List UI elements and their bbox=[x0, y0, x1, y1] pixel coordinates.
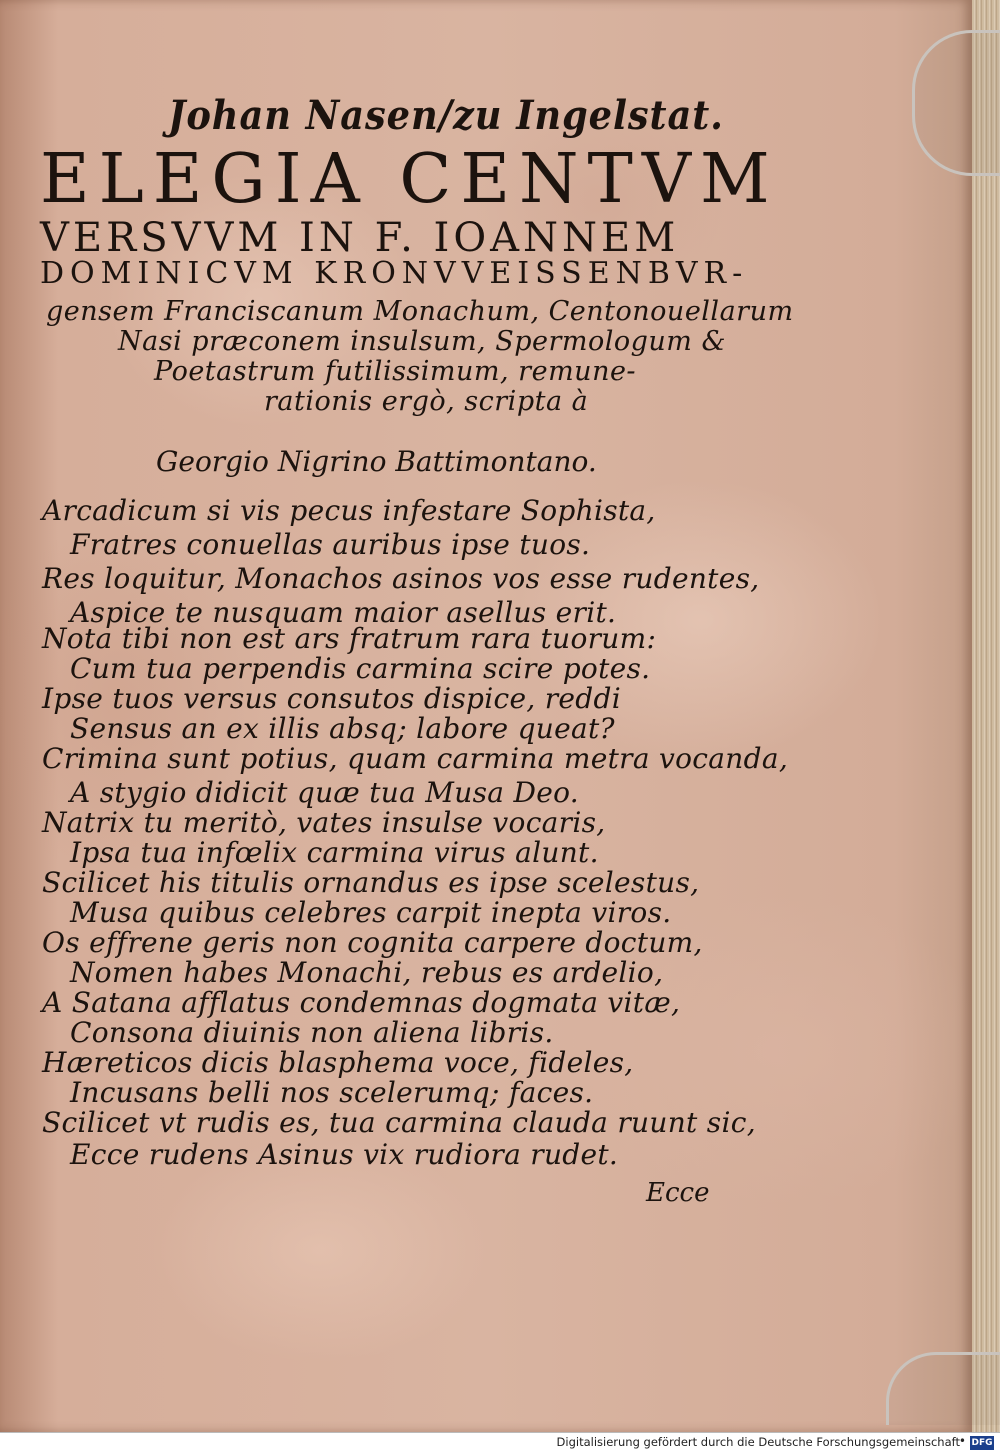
subtitle-line-5: Poetastrum futilissimum, remune- bbox=[154, 356, 637, 387]
verse-line: Nota tibi non est ars fratrum rara tuorum: bbox=[42, 622, 657, 655]
subtitle-line-2: DOMINICVM KRONVVEISSENBVR- bbox=[40, 256, 749, 291]
page-edge bbox=[968, 0, 1000, 1432]
footer-credit: Digitalisierung gefördert durch die Deutsche Forschungsgemeinschaft bbox=[556, 1435, 960, 1449]
verse-line: Os effrene geris non cognita carpere doctum, bbox=[42, 926, 703, 959]
page-title: ELEGIA CENTVM bbox=[40, 140, 779, 219]
verse-line: Incusans belli nos scelerumq; faces. bbox=[70, 1076, 594, 1109]
verse-line: Cum tua perpendis carmina scire potes. bbox=[70, 652, 651, 685]
verse-line: Ipsa tua infœlix carmina virus alunt. bbox=[70, 836, 599, 869]
verse-line: Ipse tuos versus consutos dispice, reddi bbox=[42, 682, 621, 715]
verse-line: Ecce rudens Asinus vix rudiora rudet. bbox=[70, 1138, 619, 1171]
verse-line: Scilicet vt rudis es, tua carmina clauda ruunt sic, bbox=[42, 1106, 756, 1139]
verse-line: Arcadicum si vis pecus infestare Sophista, bbox=[42, 494, 656, 527]
subtitle-line-3: gensem Franciscanum Monachum, Centonouellarum bbox=[46, 296, 794, 327]
verse-line: A stygio didicit quæ tua Musa Deo. bbox=[70, 776, 579, 809]
verse-line: Musa quibus celebres carpit inepta viros. bbox=[70, 896, 672, 929]
verse-line: Natrix tu meritò, vates insulse vocaris, bbox=[42, 806, 606, 839]
verse-line: Scilicet his titulis ornandus es ipse scelestus, bbox=[42, 866, 700, 899]
verse-line: A Satana afflatus condemnas dogmata vitæ, bbox=[42, 986, 681, 1019]
catchword: Ecce bbox=[646, 1178, 710, 1208]
verse-line: Crimina sunt potius, quam carmina metra vocanda, bbox=[42, 742, 789, 775]
footer-separator: • bbox=[958, 1434, 966, 1448]
verse-line: Nomen habes Monachi, rebus es ardelio, bbox=[70, 956, 664, 989]
dfg-logo: DFG bbox=[971, 1438, 993, 1448]
page-clip-bottom bbox=[886, 1352, 1000, 1425]
page-clip-top bbox=[912, 30, 1000, 176]
running-head: Johan Nasen/zu Ingelstat. bbox=[168, 92, 724, 139]
dedication: Georgio Nigrino Battimontano. bbox=[156, 445, 597, 478]
verse-line: Aspice te nusquam maior asellus erit. bbox=[70, 596, 617, 629]
subtitle-line-4: Nasi præconem insulsum, Spermologum & bbox=[118, 326, 727, 357]
subtitle-line-6: rationis ergò, scripta à bbox=[264, 386, 589, 417]
footer-bar bbox=[0, 1432, 1000, 1453]
verse-line: Hæreticos dicis blasphema voce, fideles, bbox=[42, 1046, 634, 1079]
verse-line: Fratres conuellas auribus ipse tuos. bbox=[70, 528, 591, 561]
verse-line: Consona diuinis non aliena libris. bbox=[70, 1016, 554, 1049]
verse-line: Sensus an ex illis absq; labore queat? bbox=[70, 712, 615, 745]
verse-line: Res loquitur, Monachos asinos vos esse rudentes, bbox=[42, 562, 760, 595]
subtitle-line-1: VERSVVM IN F. IOANNEM bbox=[40, 215, 680, 261]
